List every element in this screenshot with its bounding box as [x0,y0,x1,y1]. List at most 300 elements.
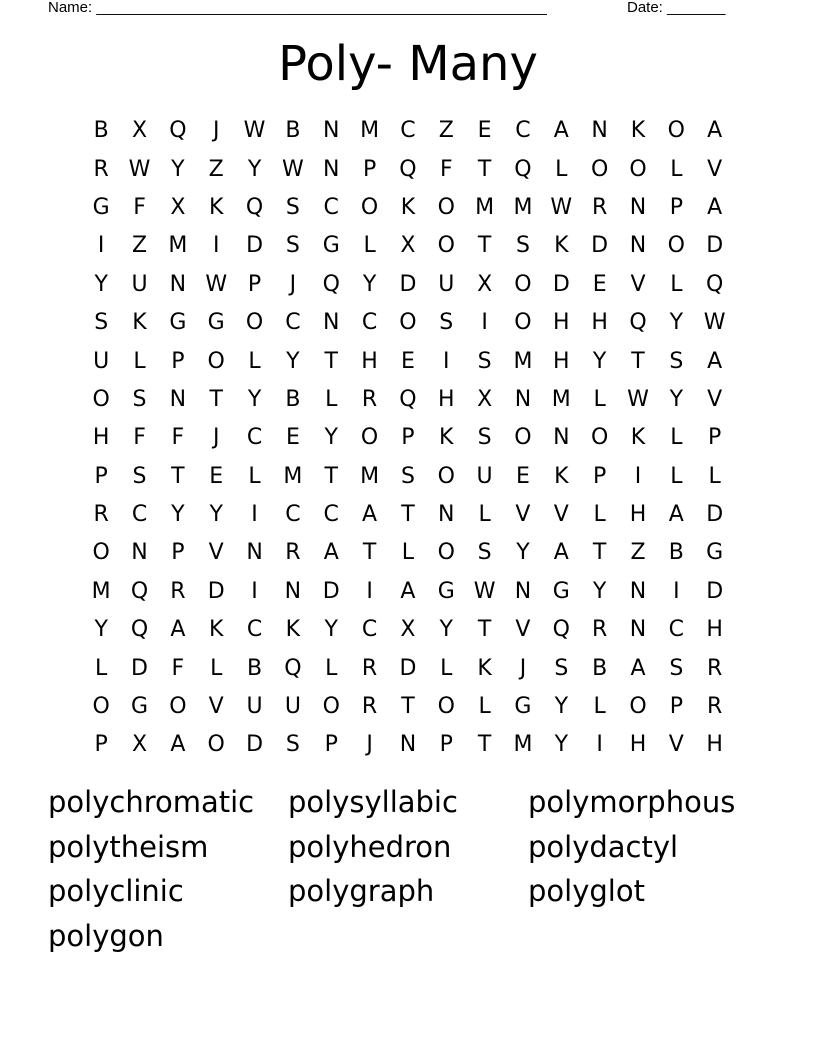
grid-letter: J [212,118,220,144]
grid-letter: S [400,463,415,489]
grid-letter: T [477,233,492,259]
grid-letter: O [590,156,609,182]
grid-letter: L [670,156,683,182]
grid-letter: X [400,617,416,643]
grid-letter: E [400,348,415,374]
grid-letter: O [514,310,532,336]
grid-letter: I [481,310,488,336]
grid-letter: K [554,233,569,259]
grid-letter: S [669,655,684,681]
grid-letter: N [629,233,647,259]
grid-letter: A [668,502,684,528]
grid-row [82,458,734,496]
grid-letter: M [513,732,533,758]
word-bank-item: polyhedron [288,829,452,864]
grid-letter: H [553,310,570,336]
grid-letter: G [322,233,340,259]
grid-letter: C [285,502,301,528]
grid-row [82,688,734,726]
grid-letter: N [629,617,647,643]
grid-letter: Q [284,655,302,681]
grid-letter: C [361,310,378,336]
grid-letter: H [92,425,110,451]
grid-letter: W [703,310,726,336]
grid-letter: J [366,732,373,758]
grid-letter: O [360,425,379,451]
grid-letter: N [399,732,417,758]
grid-letter: C [361,617,378,643]
grid-letter: O [437,694,455,720]
grid-letter: Y [669,386,684,412]
grid-letter: P [669,694,683,720]
grid-letter: M [513,194,533,220]
grid-letter: H [706,617,723,643]
grid-letter: W [205,271,228,297]
grid-letter: A [553,540,569,566]
word-bank-item: polyclinic [48,874,184,908]
grid-letter: W [473,578,496,604]
grid-letter: O [245,310,264,336]
grid-letter: Q [130,617,149,643]
grid-letter: W [627,386,649,412]
grid-letter: D [131,655,148,681]
grid-letter: Q [629,310,647,336]
grid-letter: X [477,386,493,412]
grid-letter: V [208,540,224,566]
grid-letter: I [97,233,105,259]
grid-letter: O [514,271,532,297]
grid-letter: D [399,271,417,297]
grid-letter: L [593,386,606,412]
grid-letter: U [438,271,455,297]
grid-letter: L [555,156,568,182]
grid-letter: O [437,194,455,220]
grid-letter: Q [130,578,149,604]
grid-letter: F [439,156,453,182]
grid-letter: R [361,694,378,720]
grid-letter: B [285,118,301,144]
grid-letter: L [670,271,683,297]
word-bank [48,780,768,958]
grid-letter: P [247,271,262,297]
grid-letter: M [360,463,380,489]
grid-letter: D [246,233,264,259]
grid-letter: Y [592,348,607,374]
grid-letter: V [515,617,531,643]
grid-letter: K [554,463,569,489]
grid-letter: O [590,425,609,451]
grid-letter: Y [171,156,185,182]
grid-letter: C [246,425,263,451]
grid-letter: V [630,271,646,297]
grid-letter: R [361,386,378,412]
grid-letter: I [251,578,258,604]
grid-letter: L [478,694,491,720]
grid-letter: Q [514,156,532,182]
grid-letter: Q [169,118,187,144]
grid-letter: K [439,425,454,451]
grid-letter: O [399,310,417,336]
grid-letter: L [670,425,683,451]
grid-letter: W [243,118,266,144]
grid-letter: I [443,348,450,374]
grid-letter: O [437,540,455,566]
grid-letter: B [93,118,109,144]
grid-letter: Y [94,271,108,297]
grid-letter: K [630,118,646,144]
grid-letter: Y [592,578,607,604]
grid-letter: R [285,540,301,566]
grid-letter: L [325,655,338,681]
grid-letter: L [210,655,223,681]
grid-letter: D [706,502,724,528]
grid-row [82,266,734,304]
grid-letter: E [285,425,300,451]
grid-letter: P [708,425,722,451]
grid-row [82,227,734,265]
grid-row [82,381,734,419]
grid-letter: T [477,732,492,758]
grid-letter: Y [554,732,569,758]
grid-letter: N [553,425,570,451]
grid-letter: L [401,540,415,566]
grid-letter: M [360,118,380,144]
grid-letter: G [169,310,187,336]
grid-letter: U [93,348,110,374]
grid-letter: A [170,732,186,758]
grid-row [82,112,734,150]
grid-letter: N [629,578,647,604]
grid-letter: L [325,386,338,412]
grid-letter: X [477,271,493,297]
grid-letter: D [399,655,417,681]
grid-letter: T [324,463,338,489]
grid-letter: L [95,655,108,681]
grid-letter: G [207,310,225,336]
name-field-line: Name: ______________________________________________________ [48,0,547,16]
grid-letter: Y [209,502,223,528]
grid-letter: H [629,732,647,758]
grid-letter: B [668,540,684,566]
grid-letter: G [130,694,149,720]
grid-letter: C [668,617,685,643]
grid-letter: L [670,463,683,489]
grid-letter: X [170,194,186,220]
grid-letter: U [246,694,263,720]
grid-letter: M [475,194,495,220]
grid-letter: Q [706,271,724,297]
grid-letter: I [634,463,642,489]
grid-letter: P [171,348,185,374]
grid-letter: L [708,463,721,489]
grid-letter: M [91,578,111,604]
grid-letter: P [324,732,338,758]
grid-letter: D [552,271,570,297]
grid-letter: C [515,118,531,144]
grid-row [82,304,734,342]
grid-letter: O [514,425,532,451]
grid-letter: O [322,694,340,720]
grid-letter: F [171,655,185,681]
grid-letter: I [251,502,258,528]
grid-letter: C [285,310,301,336]
grid-letter: A [707,118,723,144]
grid-letter: I [673,578,680,604]
grid-letter: O [629,694,647,720]
grid-letter: S [132,463,147,489]
grid-letter: R [591,617,608,643]
grid-letter: H [553,348,570,374]
grid-letter: V [668,732,684,758]
grid-letter: N [246,540,263,566]
grid-letter: S [94,310,109,336]
grid-letter: L [593,694,606,720]
grid-letter: L [248,348,261,374]
grid-row [82,611,734,649]
grid-letter: N [514,386,532,412]
grid-letter: T [592,540,607,566]
grid-letter: P [94,463,108,489]
grid-letter: U [476,463,493,489]
grid-letter: A [553,118,569,144]
grid-letter: L [440,655,453,681]
grid-letter: S [477,348,492,374]
grid-letter: C [323,194,339,220]
grid-letter: W [282,156,304,182]
grid-letter: X [400,233,416,259]
grid-letter: C [246,617,263,643]
grid-letter: Q [245,194,264,220]
grid-letter: J [289,271,297,297]
grid-letter: P [171,540,185,566]
grid-letter: K [400,194,416,220]
grid-letter: P [669,194,683,220]
grid-letter: S [477,425,492,451]
grid-letter: R [707,694,723,720]
grid-letter: Q [399,386,417,412]
grid-row [82,534,734,572]
grid-letter: O [437,233,455,259]
grid-letter: U [284,694,301,720]
grid-letter: O [207,732,225,758]
grid-letter: Y [439,617,453,643]
grid-letter: N [131,540,148,566]
grid-letter: R [170,578,186,604]
grid-letter: M [513,348,533,374]
grid-letter: X [131,118,148,144]
grid-letter: Y [94,617,108,643]
grid-letter: R [361,655,378,681]
grid-letter: T [477,617,492,643]
grid-letter: K [285,617,301,643]
grid-letter: Y [286,348,300,374]
date-field-line: Date: _______ [627,0,726,16]
grid-letter: O [169,694,187,720]
word-bank-item: polytheism [48,829,209,864]
word-bank-item: polychromatic [48,785,255,819]
grid-letter: I [596,732,603,758]
grid-letter: B [247,655,263,681]
grid-letter: O [92,386,110,412]
grid-letter: Z [630,540,646,566]
grid-letter: D [591,233,609,259]
grid-letter: V [553,502,569,528]
grid-letter: O [92,694,110,720]
grid-letter: A [170,617,186,643]
word-bank-item: polygraph [288,874,435,908]
grid-letter: O [207,348,225,374]
grid-letter: S [515,233,530,259]
grid-letter: A [630,655,646,681]
grid-letter: L [478,502,491,528]
grid-letter: D [207,578,225,604]
grid-letter: H [437,386,455,412]
grid-letter: N [323,156,340,182]
grid-letter: Y [247,386,262,412]
grid-letter: K [132,310,147,336]
grid-letter: N [514,578,532,604]
grid-letter: Z [438,118,454,144]
grid-letter: L [593,502,606,528]
grid-letter: M [551,386,571,412]
grid-letter: S [477,540,492,566]
grid-letter: O [667,233,685,259]
grid-letter: F [133,194,146,220]
word-bank-item: polydactyl [528,829,679,864]
grid-letter: M [283,463,303,489]
grid-letter: H [361,348,378,374]
grid-letter: E [209,463,224,489]
grid-letter: N [284,578,302,604]
grid-letter: A [707,348,723,374]
grid-letter: P [593,463,607,489]
grid-letter: V [707,156,723,182]
grid-letter: A [707,194,723,220]
grid-row [82,189,734,227]
grid-letter: V [515,502,531,528]
grid-letter: F [133,425,146,451]
grid-letter: Y [247,156,262,182]
grid-letter: G [706,540,724,566]
grid-letter: R [591,194,608,220]
grid-letter: S [132,386,147,412]
grid-letter: Q [552,617,570,643]
grid-row [82,342,734,380]
grid-letter: L [133,348,146,374]
word-bank-item: polyglot [528,874,645,908]
grid-letter: O [360,194,379,220]
grid-letter: H [591,310,608,336]
page-title: Poly- Many [278,36,538,92]
grid-letter: Q [322,271,340,297]
grid-letter: N [323,310,340,336]
grid-letter: S [285,233,300,259]
grid-letter: N [169,271,187,297]
grid-letter: Z [208,156,224,182]
grid-letter: G [92,194,110,220]
grid-letter: G [437,578,455,604]
grid-letter: I [366,578,373,604]
grid-letter: Q [399,156,417,182]
grid-letter: S [554,655,569,681]
grid-letter: C [323,502,339,528]
grid-letter: F [171,425,185,451]
grid-letter: Y [669,310,684,336]
grid-letter: D [706,233,724,259]
grid-letter: U [131,271,148,297]
grid-letter: T [401,694,415,720]
grid-letter: L [363,233,376,259]
grid-letter: B [592,655,608,681]
grid-letter: O [629,156,647,182]
grid-letter: H [629,502,647,528]
grid-letter: W [550,194,573,220]
grid-letter: K [477,655,492,681]
grid-letter: D [706,578,724,604]
grid-letter: W [128,156,151,182]
grid-letter: S [439,310,454,336]
grid-letter: O [437,463,455,489]
grid-letter: P [401,425,415,451]
grid-letter: Y [362,271,377,297]
grid-letter: N [169,386,187,412]
word-bank-item: polygon [48,918,164,953]
grid-row [82,649,734,687]
grid-letter: M [168,233,188,259]
grid-letter: Y [171,502,185,528]
grid-letter: N [323,118,340,144]
grid-letter: J [519,655,527,681]
grid-letter: X [131,732,148,758]
grid-letter: C [131,502,148,528]
grid-row [82,150,734,188]
grid-letter: N [629,194,647,220]
grid-letter: D [246,732,264,758]
grid-letter: N [591,118,608,144]
grid-letter: P [362,156,377,182]
grid-letter: Y [554,694,569,720]
grid-letter: Y [324,617,338,643]
grid-letter: G [552,578,570,604]
grid-letter: T [401,502,415,528]
grid-letter: R [93,156,109,182]
grid-letter: Y [324,425,338,451]
grid-letter: R [93,502,109,528]
grid-row [82,573,734,611]
grid-letter: V [208,694,224,720]
grid-letter: T [631,348,645,374]
grid-letter: B [285,386,301,412]
grid-letter: E [477,118,492,144]
grid-letter: O [92,540,110,566]
grid-letter: C [400,118,416,144]
grid-letter: T [362,540,377,566]
grid-letter: G [514,694,532,720]
grid-letter: A [362,502,378,528]
grid-letter: T [324,348,338,374]
grid-letter: T [209,386,223,412]
grid-letter: D [322,578,340,604]
grid-letter: S [285,194,300,220]
word-bank-item: polymorphous [528,785,736,819]
grid-letter: P [94,732,108,758]
grid-letter: V [707,386,723,412]
grid-letter: Z [131,233,148,259]
grid-row [82,419,734,457]
grid-letter: S [285,732,300,758]
grid-letter: K [208,617,224,643]
grid-letter: P [439,732,453,758]
